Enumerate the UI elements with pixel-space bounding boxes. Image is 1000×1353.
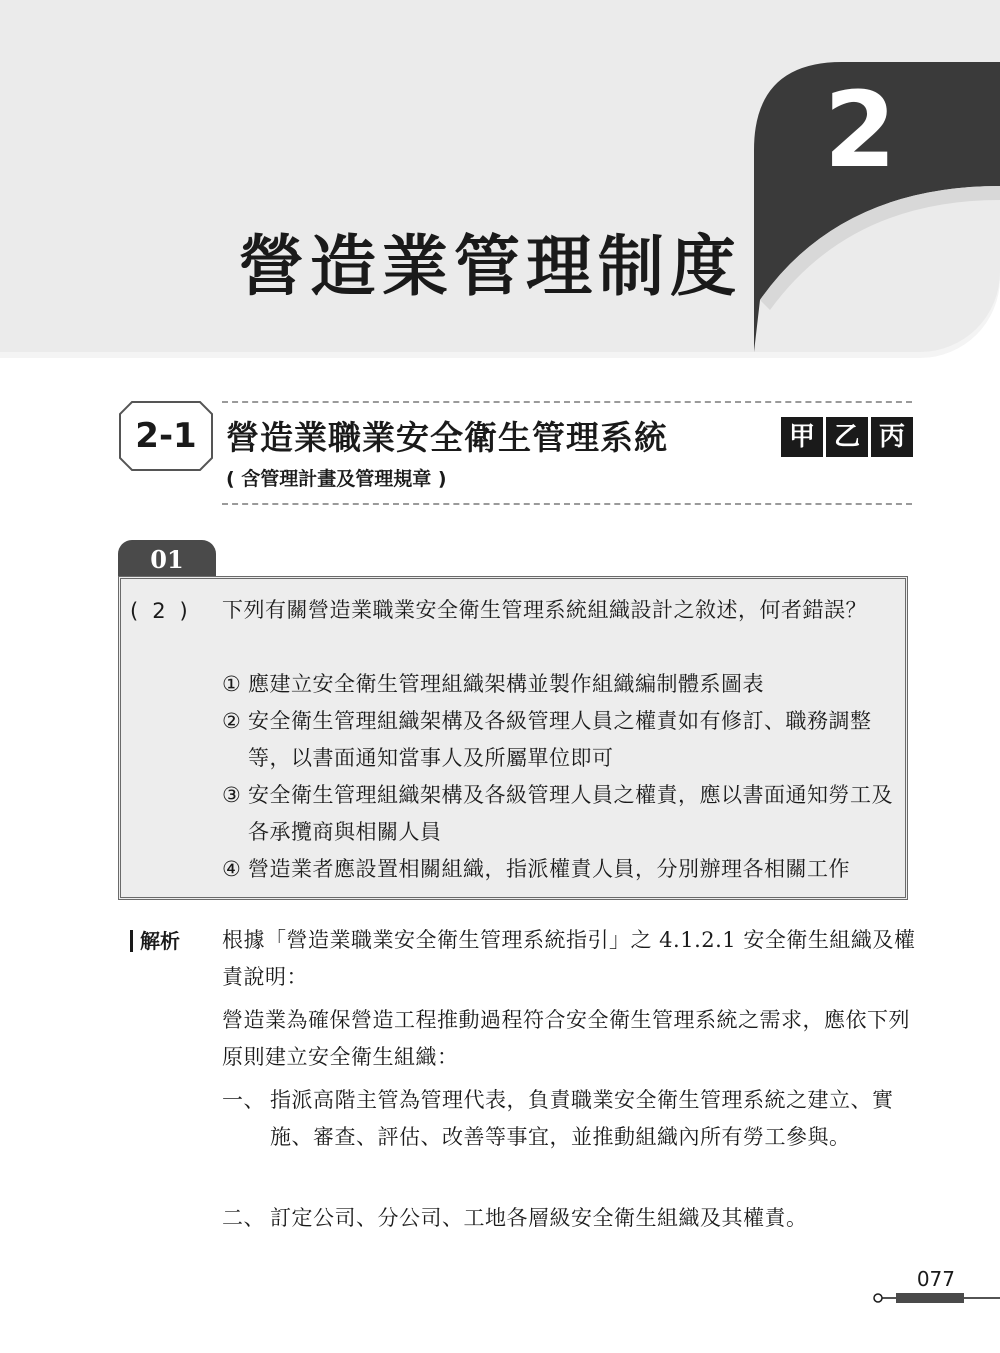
list-text: 指派高階主管為管理代表，負責職業安全衛生管理系統之建立、實施、審查、評估、改善等事宜，並推動組織內所有勞工參與。 <box>270 1088 894 1149</box>
question-option-1 <box>222 666 902 703</box>
section-title: 營造業職業安全衛生管理系統 <box>226 418 668 457</box>
grade-label-jia: 甲 <box>781 417 823 457</box>
section-divider-top <box>222 401 912 403</box>
page-number-rule <box>872 1290 1000 1306</box>
explanation-item-1 <box>222 1082 917 1156</box>
question-option-2 <box>222 703 902 777</box>
section-subtitle: ( 含管理計畫及管理規章 ) <box>226 468 447 490</box>
grade-label-bing: 丙 <box>871 417 913 457</box>
option-mark: ③ <box>222 783 242 807</box>
list-mark: 一、 <box>222 1088 265 1112</box>
option-mark: ② <box>222 709 242 733</box>
option-text: 應建立安全衛生管理組織架構並製作組織編制體系圖表 <box>248 672 764 696</box>
explanation-item-2 <box>222 1200 917 1237</box>
list-mark: 二、 <box>222 1206 265 1230</box>
chapter-title: 營造業管理制度 <box>238 228 742 305</box>
option-mark: ① <box>222 672 242 696</box>
option-mark: ④ <box>222 857 242 881</box>
explanation-paragraph-1: 根據「營造業職業安全衛生管理系統指引」之 4.1.2.1 安全衛生組織及權責說明： <box>222 928 916 989</box>
section-number: 2-1 <box>135 416 197 456</box>
question-index-tab: 01 <box>118 540 216 580</box>
page-number: 077 <box>916 1267 955 1291</box>
question-option-3 <box>222 777 902 851</box>
grade-labels <box>781 417 913 457</box>
chapter-number: 2 <box>823 69 897 191</box>
question-answer: (2) <box>130 599 202 623</box>
option-text: 安全衛生管理組織架構及各級管理人員之權責，應以書面通知勞工及各承攬商與相關人員 <box>248 783 893 844</box>
option-text: 營造業者應設置相關組織，指派權責人員，分別辦理各相關工作 <box>248 857 850 881</box>
question-stem: 下列有關營造業職業安全衛生管理系統組織設計之敘述，何者錯誤？ <box>222 598 867 622</box>
grade-label-yi: 乙 <box>826 417 868 457</box>
question-option-4 <box>222 851 902 888</box>
option-text: 安全衛生管理組織架構及各級管理人員之權責如有修訂、職務調整等，以書面通知當事人及所屬單位即可 <box>248 709 872 770</box>
explanation-label: 解析 <box>140 929 180 953</box>
explanation-paragraph-2: 營造業為確保營造工程推動過程符合安全衛生管理系統之需求，應依下列原則建立安全衛生組織： <box>222 1008 910 1069</box>
section-divider-bottom <box>222 503 912 505</box>
list-text: 訂定公司、分公司、工地各層級安全衛生組織及其權責。 <box>270 1206 808 1230</box>
